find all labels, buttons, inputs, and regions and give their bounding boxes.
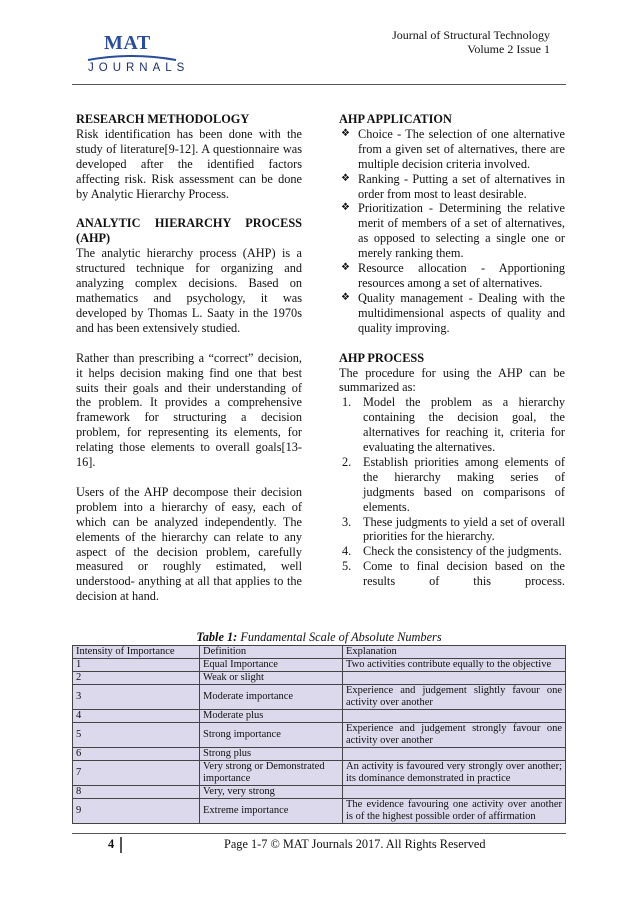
table-cell: 5 — [73, 723, 200, 748]
list-item: ❖ Ranking - Putting a set of alternatives in order from most to least desirable. — [341, 171, 565, 201]
list-item: 3. These judgments to yield a set of overall priorities for the hierarchy. — [342, 514, 565, 544]
ahp-heading: ANALYTIC HIERARCHY PROCESS (AHP) — [76, 216, 302, 246]
left-column — [76, 112, 302, 604]
list-item: 1. Model the problem as a hierarchy containing the decision goal, the alternatives for reaching it, criteria for evaluating the alternatives. — [342, 395, 565, 455]
table-cell: Two activities contribute equally to the objective — [343, 659, 566, 672]
table-cell: 9 — [73, 799, 200, 824]
table-caption-label: Table 1: — [196, 630, 238, 644]
journal-volume: Volume 2 Issue 1 — [467, 42, 550, 56]
process-heading: AHP PROCESS — [339, 350, 425, 365]
table-cell: Moderate plus — [200, 710, 343, 723]
table-cell — [343, 710, 566, 723]
application-list — [339, 127, 565, 336]
table-cell: Very strong or Demonstrated importance — [200, 761, 343, 786]
list-item: 5. Come to final decision based on the results of this process. — [342, 559, 565, 589]
application-heading: AHP APPLICATION — [339, 112, 452, 126]
diamond-bullet-icon: ❖ — [341, 262, 350, 274]
table-cell: Moderate importance — [200, 685, 343, 710]
footer-copyright: Page 1-7 © MAT Journals 2017. All Rights Reserved — [224, 837, 486, 851]
table-cell: 3 — [73, 685, 200, 710]
ahp-paragraph-1: The analytic hierarchy process (AHP) is a structured technique for organizing and analyzing complex decisions. Based on mathematics and psychology, it was developed by Thomas L. Saaty in the 1970s and has been extensively studied. — [76, 246, 302, 335]
table-cell: 7 — [73, 761, 200, 786]
right-column — [339, 112, 565, 589]
table-cell: Weak or slight — [200, 672, 343, 685]
list-item: 4. Check the consistency of the judgments. — [342, 544, 562, 559]
research-paragraph: Risk identification has been done with the study of literature[9-12]. A questionnaire was developed after the identified factors affecting risk. Risk assessment can be done by Analytic Hierarchy Process. — [76, 126, 302, 201]
table-cell: 8 — [73, 786, 200, 799]
table-cell: Very, very strong — [200, 786, 343, 799]
research-heading: RESEARCH METHODOLOGY — [76, 112, 250, 126]
table-header-cell: Intensity of Importance — [73, 646, 200, 659]
table-cell: An activity is favoured very strongly over another; its dominance demonstrated in practice — [343, 761, 566, 786]
journal-name: Journal of Structural Technology — [392, 28, 550, 42]
logo-mat-text: MAT — [104, 32, 151, 54]
process-intro: The procedure for using the AHP can be summarized as: — [339, 365, 565, 395]
table-cell — [343, 748, 566, 761]
table-cell: Experience and judgement strongly favour one activity over another — [343, 723, 566, 748]
table-cell: Strong importance — [200, 723, 343, 748]
table-row — [73, 710, 566, 723]
logo-swoosh-icon — [86, 54, 178, 62]
table-header-cell: Definition — [200, 646, 343, 659]
diamond-bullet-icon: ❖ — [341, 202, 350, 214]
table-row — [73, 685, 566, 710]
table-cell — [343, 786, 566, 799]
journal-info — [392, 28, 550, 56]
table-caption — [0, 630, 638, 645]
diamond-bullet-icon: ❖ — [341, 127, 350, 139]
list-item: ❖ Choice - The selection of one alternative from a given set of alternatives, there are multiple decision criteria involved. — [341, 126, 565, 171]
table-cell: Equal Importance — [200, 659, 343, 672]
table-cell: 1 — [73, 659, 200, 672]
diamond-bullet-icon: ❖ — [341, 291, 350, 303]
list-item: ❖ Prioritization - Determining the relative merit of members of a set of alternatives, as opposed to selecting a single one or merely ranking them. — [341, 201, 565, 261]
header-divider — [72, 84, 566, 85]
table-row — [73, 799, 566, 824]
table-row — [73, 659, 566, 672]
table-row — [73, 672, 566, 685]
list-item: ❖ Resource allocation - Apportioning resources among a set of alternatives. — [341, 261, 565, 290]
table-cell: Strong plus — [200, 748, 343, 761]
table-row — [73, 761, 566, 786]
table-header-row — [73, 646, 566, 659]
footer-divider — [72, 833, 566, 834]
table-row — [73, 748, 566, 761]
table-cell: Extreme importance — [200, 799, 343, 824]
logo-journals-text: JOURNALS — [88, 62, 190, 74]
table-cell: 6 — [73, 748, 200, 761]
ahp-paragraph-2: Rather than prescribing a “correct” decision, it helps decision making find one that best suits their goals and their understanding of the problem. It provides a comprehensive framework for structuring a decision problem, for representing its elements, for relating those elements to overall goals[13-16]. — [76, 350, 302, 470]
list-item: ❖ Quality management - Dealing with the multidimensional aspects of quality and quality improving. — [341, 290, 565, 335]
table-row — [73, 786, 566, 799]
table-cell: 4 — [73, 710, 200, 723]
mat-journals-logo — [86, 32, 190, 76]
table-caption-text: Fundamental Scale of Absolute Numbers — [240, 630, 442, 644]
fundamental-scale-table — [72, 645, 566, 824]
page-number: 4 — [108, 837, 122, 853]
diamond-bullet-icon: ❖ — [341, 172, 350, 184]
table-row — [73, 723, 566, 748]
ahp-paragraph-3: Users of the AHP decompose their decision problem into a hierarchy of easy, each of which can be analyzed independently. The elements of the hierarchy can relate to any aspect of the decision problem, carefully measured or roughly estimated, well understood- anything at all that applies to the decision at hand. — [76, 484, 302, 604]
list-item: 2. Establish priorities among elements of the hierarchy making series of judgments based on comparisons of elements. — [342, 454, 565, 514]
process-steps — [339, 395, 565, 589]
table-cell: The evidence favouring one activity over another is of the highest possible order of affirmation — [343, 799, 566, 824]
table-cell: Experience and judgement slightly favour one activity over another — [343, 685, 566, 710]
table-cell — [343, 672, 566, 685]
table-cell: 2 — [73, 672, 200, 685]
table-header-cell: Explanation — [343, 646, 566, 659]
